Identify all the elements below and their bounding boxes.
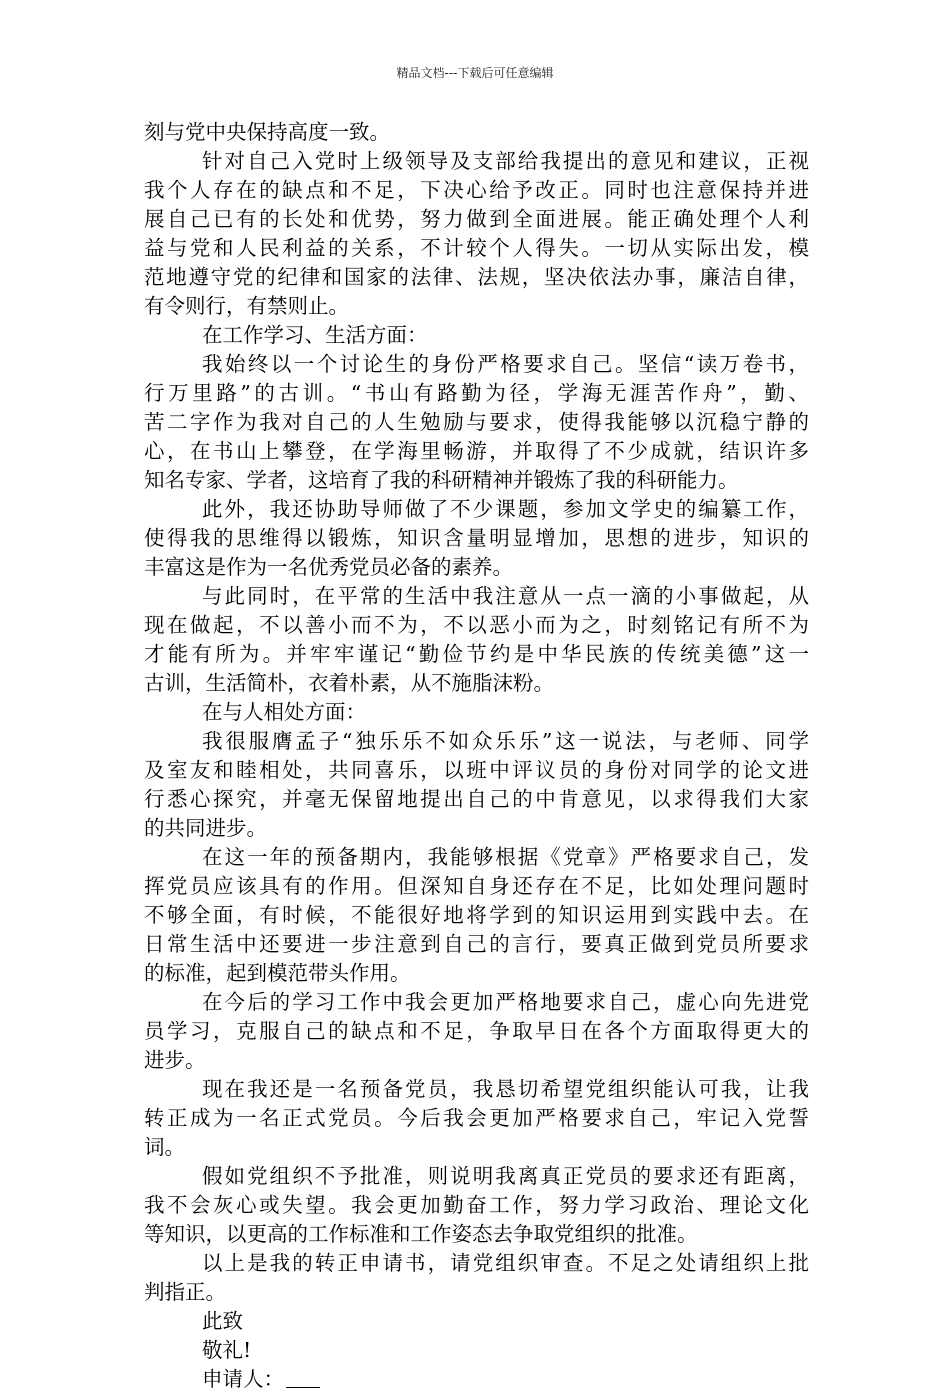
document-body [144, 118, 809, 1394]
text-line: 有令则行，有禁则止。 [144, 294, 349, 318]
text-line: 进步。 [144, 1048, 206, 1072]
text-line: 与此同时，在平常的生活中我注意从一点一滴的小事做起，从 [202, 584, 809, 608]
text-line: 范地遵守党的纪律和国家的法律、法规，坚决依法办事，廉洁自律， [144, 265, 809, 289]
text-line: 等知识，以更高的工作标准和工作姿态去争取党组织的批准。 [144, 1222, 698, 1246]
text-line: 针对自己入党时上级领导及支部给我提出的意见和建议，正视 [202, 149, 809, 173]
text-line: 判指正。 [144, 1280, 226, 1304]
text-line: 苦二字作为我对自己的人生勉励与要求，使得我能够以沉稳宁静的 [144, 410, 809, 434]
text-line: 益与党和人民利益的关系，不计较个人得失。一切从实际出发，模 [144, 236, 809, 260]
text-line: 我很服膺孟子“独乐乐不如众乐乐”这一说法，与老师、同学 [202, 729, 809, 753]
text-line: 挥党员应该具有的作用。但深知自身还存在不足，比如处理问题时 [144, 874, 809, 898]
text-line: 转正成为一名正式党员。今后我会更加严格要求自己，牢记入党誓 [144, 1106, 809, 1130]
text-line: 才能有所为。并牢牢谨记“勤俭节约是中华民族的传统美德”这一 [144, 642, 809, 666]
text-line: 刻与党中央保持高度一致。 [144, 120, 390, 144]
section-heading: 在工作学习、生活方面： [202, 323, 428, 347]
signature-blank [286, 1369, 320, 1388]
page-header: 精品文档---下载后可任意编辑 [396, 66, 554, 80]
text-line: 现在我还是一名预备党员，我恳切希望党组织能认可我，让我 [202, 1077, 809, 1101]
text-line: 心，在书山上攀登，在学海里畅游，并取得了不少成就，结识许多 [144, 439, 809, 463]
text-line: 展自己已有的长处和优势，努力做到全面进展。能正确处理个人利 [144, 207, 809, 231]
text-line: 丰富这是作为一名优秀党员必备的素养。 [144, 555, 513, 579]
text-line: 行悉心探究，并毫无保留地提出自己的中肯意见，以求得我们大家 [144, 787, 809, 811]
text-line: 以上是我的转正申请书，请党组织审查。不足之处请组织上批 [202, 1251, 809, 1275]
text-line: 我个人存在的缺点和不足，下决心给予改正。同时也注意保持并进 [144, 178, 809, 202]
applicant-signature-line [144, 1365, 809, 1394]
text-line: 知名专家、学者，这培育了我的科研精神并锻炼了我的科研能力。 [144, 468, 739, 492]
section-heading: 在与人相处方面： [202, 700, 366, 724]
applicant-label: 申请人： [202, 1367, 284, 1391]
text-line: 日常生活中还要进一步注意到自己的言行，要真正做到党员所要求 [144, 932, 809, 956]
text-line: 行万里路”的古训。“书山有路勤为径，学海无涯苦作舟”，勤、 [144, 381, 809, 405]
text-line: 古训，生活简朴，衣着朴素，从不施脂沫粉。 [144, 671, 554, 695]
closing-salutation: 此致 [202, 1309, 243, 1333]
text-line: 词。 [144, 1135, 185, 1159]
text-line: 此外，我还协助导师做了不少课题，参加文学史的编纂工作， [202, 497, 809, 521]
text-line: 及室友和睦相处，共同喜乐，以班中评议员的身份对同学的论文进 [144, 758, 809, 782]
text-line: 不够全面，有时候，不能很好地将学到的知识运用到实践中去。在 [144, 903, 809, 927]
closing-regards: 敬礼! [202, 1338, 252, 1362]
text-line: 的共同进步。 [144, 816, 267, 840]
text-line: 现在做起，不以善小而不为，不以恶小而为之，时刻铭记有所不为 [144, 613, 809, 637]
text-line: 在今后的学习工作中我会更加严格地要求自己，虚心向先进党 [202, 990, 809, 1014]
text-line: 我始终以一个讨论生的身份严格要求自己。坚信“读万卷书， [202, 352, 809, 376]
text-line: 假如党组织不予批准，则说明我离真正党员的要求还有距离， [202, 1164, 809, 1188]
text-line: 在这一年的预备期内，我能够根据《党章》严格要求自己，发 [202, 845, 809, 869]
text-line: 我不会灰心或失望。我会更加勤奋工作，努力学习政治、理论文化 [144, 1193, 809, 1217]
text-line: 的标准，起到模范带头作用。 [144, 961, 411, 985]
text-line: 员学习，克服自己的缺点和不足，争取早日在各个方面取得更大的 [144, 1019, 809, 1043]
text-line: 使得我的思维得以锻炼，知识含量明显增加，思想的进步，知识的 [144, 526, 809, 550]
